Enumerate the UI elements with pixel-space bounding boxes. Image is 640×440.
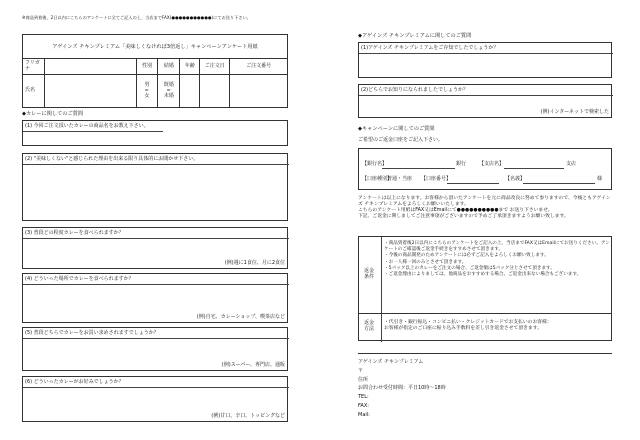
footer-divider bbox=[358, 353, 612, 354]
furigana-field[interactable] bbox=[44, 59, 136, 75]
closing-line-1: アンケートは以上になります。お客様から頂いたアンケートを元に商品改良に努めて参りますので、今後ともアゲインズ チキンプレミアムをよろしくお願いいたします。 bbox=[358, 196, 611, 207]
bank-name-label: 【銀行名】 bbox=[362, 161, 388, 167]
gender-female: 女 bbox=[144, 92, 150, 99]
curry-section-title: ◆カレーに関してのご質問 bbox=[22, 111, 84, 117]
gender-label: 性別 bbox=[136, 59, 158, 75]
r-q1-answer-box[interactable] bbox=[358, 42, 612, 78]
age-label: 年齢 bbox=[180, 59, 200, 75]
closing-line-3: 下記、ご返金に関しましてご注意事項がございますので予めご了承頂きますようお願い致します。 bbox=[358, 213, 569, 219]
q5-text: (5) 普段どちらでカレーをお買い求めされますでしょうか？ bbox=[25, 330, 159, 336]
gender-or: or bbox=[145, 88, 149, 93]
q5-example: (例)スーパー、専門店、通販 bbox=[221, 361, 285, 368]
method-item: お客様が指定のご口座に振り込み手数料を差し引き返金させて頂きます。 bbox=[384, 326, 542, 332]
form-title-box bbox=[22, 34, 288, 59]
q3-text: (3) 普段どの程度カレーを食べられますか？ bbox=[25, 230, 124, 236]
closing-paragraph bbox=[358, 196, 614, 220]
q3-answer-box[interactable] bbox=[22, 227, 288, 269]
q4-answer-box[interactable] bbox=[22, 273, 288, 323]
r-q2-example: (例)インターネットで検索した bbox=[540, 108, 609, 115]
form-title: アゲインズ チキンプレミアム「美味しくなければ3倍返し」キャンペーンアンケート用紙 bbox=[52, 44, 258, 50]
closing-line-2: こちらのアンケート用紙はFAX又はEmailにて●●●●●●●●●●まで お送り下さいませ。 bbox=[358, 207, 553, 213]
married-no: 未婚 bbox=[163, 92, 174, 99]
order-date-label: ご注文日 bbox=[200, 59, 230, 75]
order-date-field[interactable] bbox=[200, 74, 230, 107]
condition-item: ・商品到着後2日以内にこちらのアンケートをご記入の上、当店までFAX又はEmailにてお送りください。アンケートのご確認後ご返金手続きをすすめさせて頂きます。 bbox=[384, 241, 610, 253]
r-q1-text: (1)アゲインズ チキンプレミアムをご存知でしたでしょうか？ bbox=[361, 45, 499, 51]
holder-field[interactable] bbox=[523, 183, 595, 184]
q2-divider bbox=[23, 164, 289, 165]
conditions-label bbox=[364, 268, 374, 281]
refund-conditions-box bbox=[358, 236, 612, 314]
acct-type-label: 【口座種別】 bbox=[362, 176, 393, 182]
q6-divider bbox=[23, 387, 289, 388]
shop-fax: FAX: bbox=[358, 402, 369, 409]
bank-suffix: 銀行 bbox=[456, 161, 467, 167]
married-or: or bbox=[167, 88, 171, 93]
method-divider bbox=[381, 314, 382, 342]
furigana-label: フリガナ bbox=[23, 59, 45, 75]
bank-prompt: ご希望のご返金口座をご記入下さい。 bbox=[358, 137, 444, 143]
shop-mail: Mail: bbox=[358, 411, 370, 418]
q6-answer-box[interactable] bbox=[22, 376, 288, 422]
q4-text: (4) どういった場所でカレーを食べられますか？ bbox=[25, 276, 134, 282]
holder-suffix: 様 bbox=[597, 176, 603, 182]
shop-address: 住所 bbox=[358, 376, 369, 383]
bank-name-field[interactable] bbox=[382, 168, 455, 169]
q6-text: (6) どういったカレーがお好みでしょうか？ bbox=[25, 379, 124, 385]
condition-item: ・お一人様一回のみとさせて頂きます。 bbox=[384, 259, 467, 265]
married-yes: 既婚 bbox=[163, 82, 174, 88]
condition-item: ・今後の商品開発のためアンケートには必ずご記入をよろしくお願い致します。 bbox=[384, 253, 549, 259]
acct-no-label: 【口座番号】 bbox=[421, 176, 452, 182]
shop-tel: TEL: bbox=[358, 394, 369, 400]
method-label bbox=[364, 320, 374, 333]
married-choice[interactable] bbox=[158, 74, 180, 107]
branch-suffix: 支店 bbox=[566, 161, 577, 167]
notice-text: ※商品到着後、2日以内にこちらのアンケートに全てご記入の上、当店までFAX(●●●●●●●●●●●)にてお送り下さい。 bbox=[22, 15, 251, 20]
q3-example: (例)週に1食位、月に2食位 bbox=[224, 259, 285, 266]
method-label-2: 方法 bbox=[364, 326, 375, 333]
q2-text: (2) "美味しくない"と感じられた理由を出来る限り具体的にお聞かせ下さい。 bbox=[25, 156, 199, 162]
conditions-divider bbox=[381, 237, 382, 315]
q1-text: (1) 今回ご注文頂いたカレーの商品名をお教え下さい。 bbox=[25, 123, 149, 129]
conditions-label-1: 返金 bbox=[364, 268, 375, 274]
branch-label: 【支店名】 bbox=[479, 161, 505, 167]
q3-divider bbox=[23, 238, 289, 239]
shop-name: アゲインズ チキンプレミアム bbox=[358, 359, 424, 365]
product-section-title: ◆アゲインズ チキンプレミアムに関してのご質問 bbox=[358, 33, 472, 39]
conditions-list bbox=[384, 241, 610, 278]
acct-type-value[interactable]: 普通・当座 bbox=[387, 176, 413, 182]
r-q2-text: (2)どちらでお知りになられましたでしょうか？ bbox=[361, 87, 469, 93]
customer-info-table bbox=[22, 58, 288, 108]
name-label: 氏名 bbox=[23, 74, 45, 107]
q5-divider bbox=[23, 338, 289, 339]
branch-field[interactable] bbox=[504, 168, 564, 169]
q1-answer-box[interactable] bbox=[22, 120, 288, 146]
q4-example: (例)自宅、カレーショップ、喫茶店など bbox=[196, 313, 285, 320]
method-label-1: 返金 bbox=[364, 320, 375, 326]
campaign-section-title: ◆キャンペーンに関してのご質問 bbox=[358, 126, 435, 132]
q4-divider bbox=[23, 284, 289, 285]
age-field[interactable] bbox=[180, 74, 200, 107]
shop-hours: お問合わせ受付時間：平日10時〜18時 bbox=[358, 385, 446, 392]
holder-label: 【名義】 bbox=[505, 176, 526, 182]
condition-item: ・5パック以上のカレーをご注文の場合、ご返金額は5パック分とさせて頂きます。 bbox=[384, 265, 555, 271]
q2-answer-box[interactable] bbox=[22, 153, 288, 221]
bank-info-box bbox=[358, 148, 612, 190]
q1-divider bbox=[23, 131, 163, 132]
name-field[interactable] bbox=[44, 74, 136, 107]
married-label: 結婚 bbox=[158, 59, 180, 75]
conditions-label-2: 条件 bbox=[364, 274, 375, 281]
gender-male: 男 bbox=[144, 82, 150, 88]
shop-postal: 〒 bbox=[358, 367, 364, 374]
refund-method-box bbox=[358, 313, 612, 341]
q6-example: (例)甘口、辛口、トッピングなど bbox=[211, 412, 285, 419]
r-q1-divider bbox=[359, 53, 613, 54]
acct-no-field[interactable] bbox=[447, 183, 499, 184]
r-q2-divider bbox=[359, 95, 613, 96]
order-no-label: ご注文番号 bbox=[230, 59, 288, 75]
method-item: ・代引き・銀行振込・コンビニ払い・クレジットカードでお支払いのお客様： bbox=[384, 320, 552, 325]
q5-answer-box[interactable] bbox=[22, 327, 288, 371]
order-no-field[interactable] bbox=[230, 74, 288, 107]
shop-info bbox=[358, 358, 446, 419]
gender-choice[interactable] bbox=[136, 74, 158, 107]
method-list bbox=[384, 320, 610, 333]
condition-item: ・ご返金理由によりましては、他商品をおすすめする場合、ご返金出来ない場合もございます。 bbox=[384, 271, 582, 277]
r-q2-answer-box[interactable] bbox=[358, 84, 612, 118]
